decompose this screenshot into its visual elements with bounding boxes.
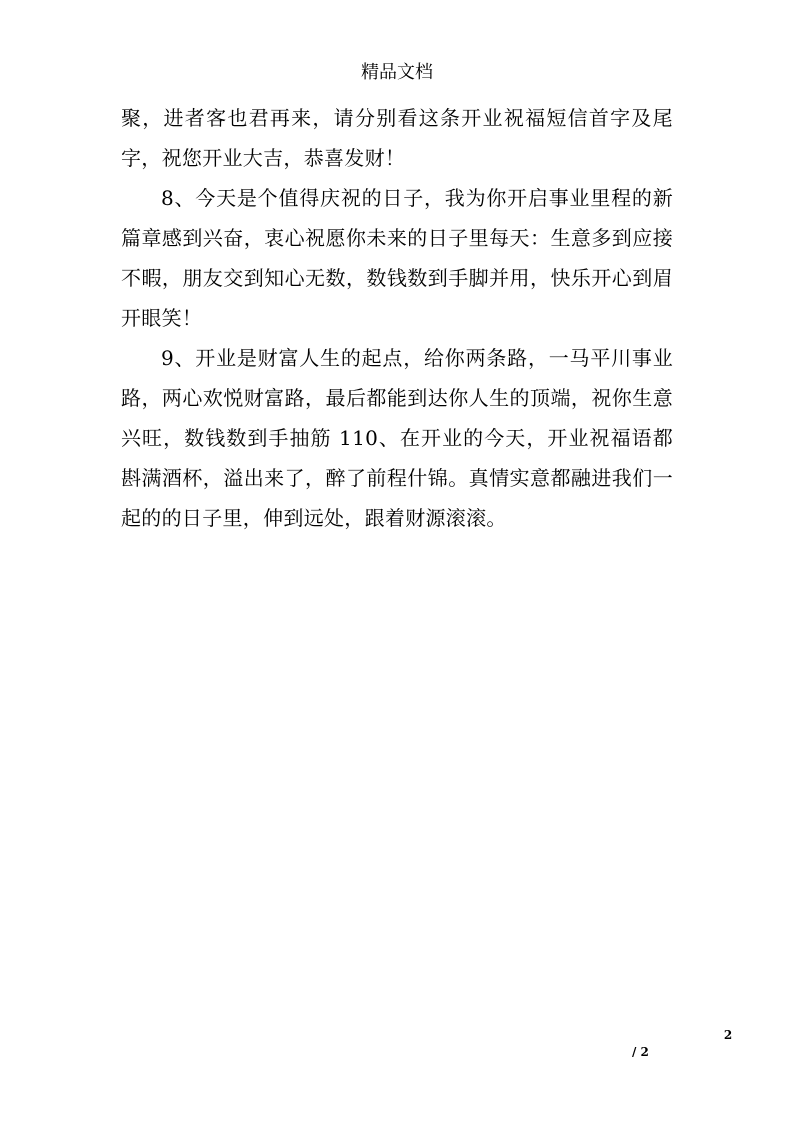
paragraph-continuation: 聚，进者客也君再来，请分别看这条开业祝福短信首字及尾字，祝您开业大吉，恭喜发财！ — [121, 106, 673, 170]
page-total: / 2 — [632, 1045, 649, 1059]
document-body — [121, 98, 673, 538]
page-number: 2 — [723, 1028, 733, 1042]
page-header-title: 精品文档 — [361, 62, 433, 83]
paragraph-item-8: 8、今天是个值得庆祝的日子，我为你开启事业里程的新篇章感到兴奋，衷心祝愿你未来的日子里每天：生意多到应接不暇，朋友交到知心无数，数钱数到手脚并用，快乐开心到眉开眼笑！ — [121, 186, 673, 330]
paragraph-item-9: 9、开业是财富人生的起点，给你两条路，一马平川事业路，两心欢悦财富路，最后都能到达你人生的顶端，祝你生意兴旺，数钱数到手抽筋 110、在开业的今天，开业祝福语都斟满酒杯，溢出来了，醉了前程什锦。真情实意都融进我们一起的的日子里，伸到远处，跟着财源滚滚。 — [121, 346, 673, 530]
